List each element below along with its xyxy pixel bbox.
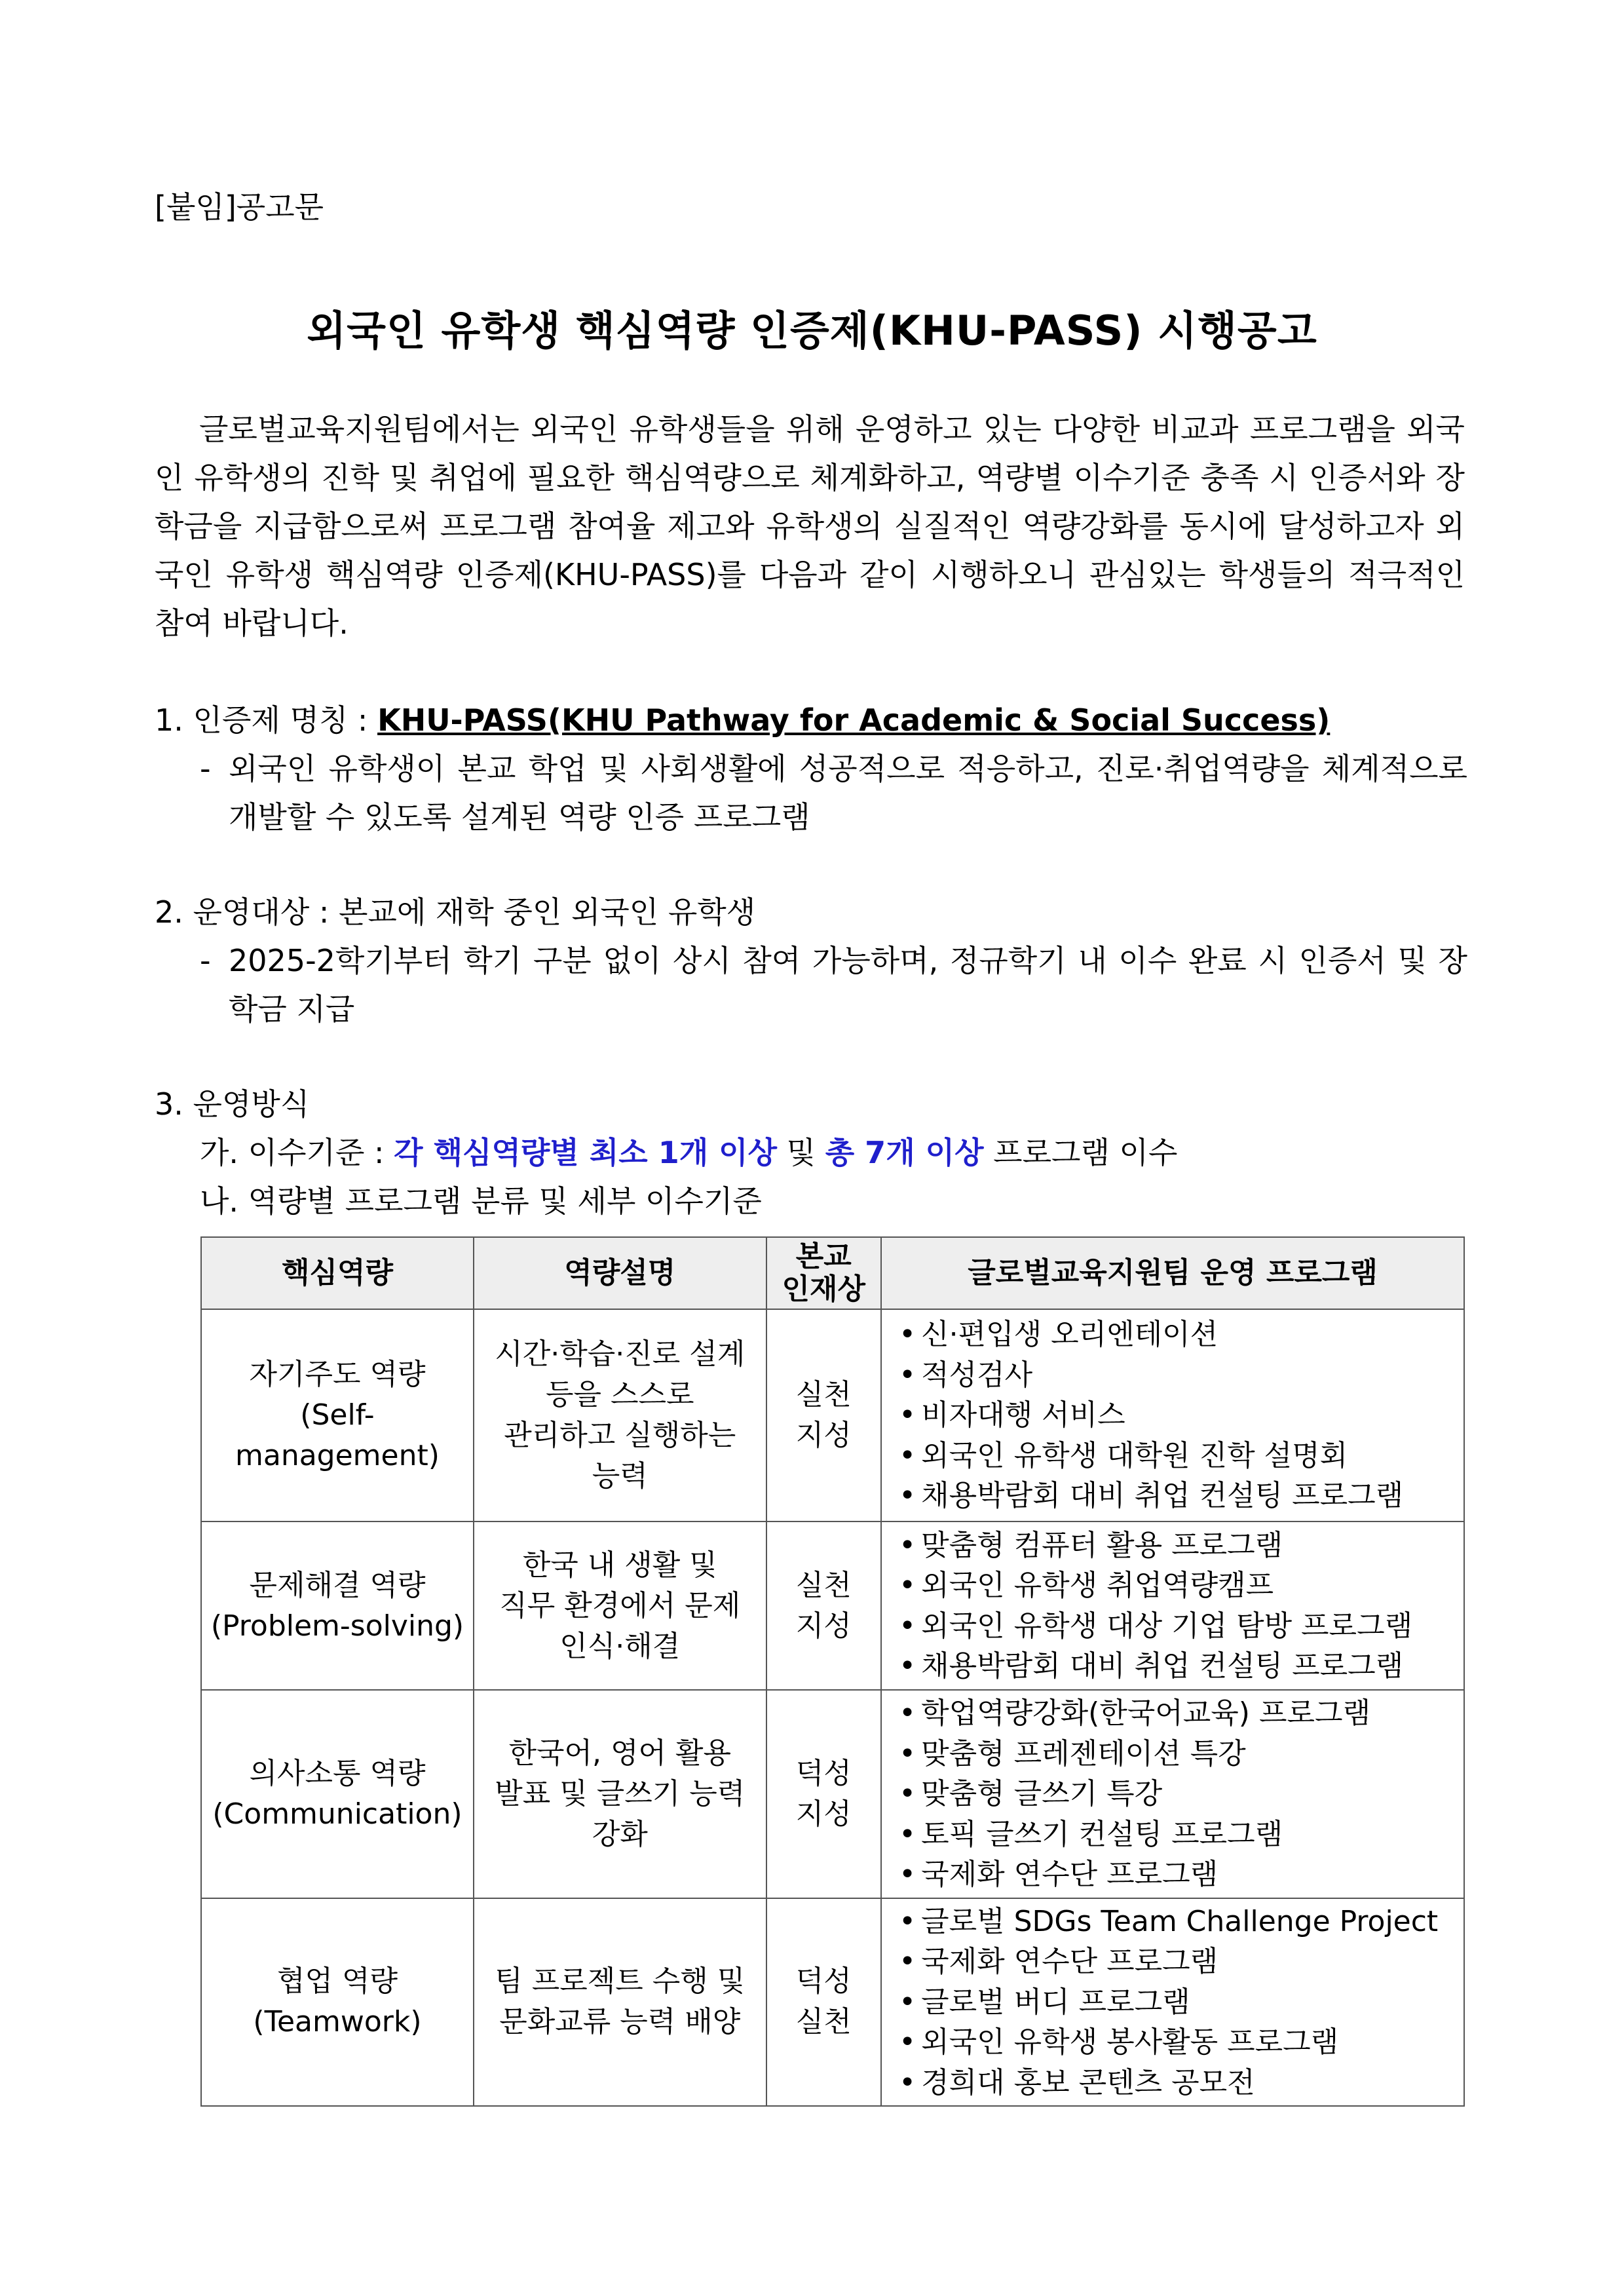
criteria-total: 총 7개 이상	[825, 1135, 984, 1170]
programs-cell	[881, 1309, 1464, 1521]
table-row	[201, 1521, 1464, 1690]
competency-cell	[201, 1690, 474, 1898]
table-row	[201, 1309, 1464, 1521]
criteria-suffix: 프로그램 이수	[983, 1135, 1178, 1170]
list-item: • 적성검사	[896, 1355, 1457, 1396]
criteria-prefix: 가. 이수기준 :	[200, 1135, 394, 1170]
list-item: • 국제화 연수단 프로그램	[896, 1942, 1457, 1982]
description-cell	[474, 1690, 766, 1898]
dash-marker: -	[200, 751, 211, 786]
program-name: KHU-PASS(KHU Pathway for Academic & Social Success)	[377, 702, 1331, 738]
list-item: • 맞춤형 글쓰기 특강	[896, 1774, 1457, 1814]
programs-cell	[881, 1521, 1464, 1690]
header-competency: 핵심역량	[201, 1237, 474, 1309]
header-talent	[766, 1237, 882, 1309]
competency-name-ko: 문제해결 역량	[249, 1568, 426, 1602]
document-title: 외국인 유학생 핵심역량 인증제(KHU-PASS) 시행공고	[307, 307, 1317, 354]
list-item: • 맞춤형 컴퓨터 활용 프로그램	[896, 1525, 1457, 1566]
talent-cell	[766, 1690, 882, 1898]
section-2-description	[200, 936, 1467, 1033]
list-item: • 외국인 유학생 봉사활동 프로그램	[896, 2022, 1457, 2063]
list-item: • 비자대행 서비스	[896, 1395, 1457, 1436]
description-line: 발표 및 글쓰기 능력	[495, 1776, 746, 1810]
program-list	[896, 1693, 1457, 1895]
program-list	[896, 1525, 1457, 1687]
talent-cell	[766, 1309, 882, 1521]
list-item: • 맞춤형 프레젠테이션 특강	[896, 1734, 1457, 1774]
section-1-label: 1. 인증제 명칭 :	[155, 702, 378, 738]
competency-cell	[201, 1521, 474, 1690]
list-item: • 글로벌 SDGs Team Challenge Project	[896, 1902, 1457, 1942]
description-line: 한국어, 영어 활용	[508, 1736, 731, 1770]
competency-name-en: (Teamwork)	[253, 2005, 422, 2039]
talent-line: 덕성	[795, 1964, 852, 1999]
intro-paragraph: 글로벌교육지원팀에서는 외국인 유학생들을 위해 운영하고 있는 다양한 비교과 프로그램을 외국인 유학생의 진학 및 취업에 필요한 핵심역량으로 체계화하고, 역량별 이수기준 충족 시 인증서와 장학금을 지급함으로써 프로그램 참여율 제고와 유학생의 실질적인 역량강화를 동시에 달성하고자 외국인 유학생 핵심역량 인증제(KHU-PASS)를 다음과 같이 시행하오니 관심있는 학생들의 적극적인 참여 바랍니다.	[155, 411, 1465, 641]
list-item: • 외국인 유학생 대상 기업 탐방 프로그램	[896, 1606, 1457, 1647]
list-item: • 토픽 글쓰기 컨설팅 프로그램	[896, 1814, 1457, 1855]
description-line: 시간·학습·진로 설계	[495, 1337, 746, 1371]
list-item: • 글로벌 버디 프로그램	[896, 1982, 1457, 2023]
talent-line: 실천	[795, 1378, 852, 1411]
talent-line: 실천	[795, 1568, 852, 1602]
list-item: • 국제화 연수단 프로그램	[896, 1854, 1457, 1895]
criteria-line	[200, 1128, 1177, 1177]
section-1-heading	[155, 696, 1330, 744]
description-line: 등을 스스로	[545, 1378, 694, 1411]
talent-line: 지성	[795, 1419, 852, 1452]
dash-marker: -	[200, 943, 211, 978]
section-1-description	[200, 744, 1467, 841]
competency-name-en: (Problem-solving)	[210, 1609, 464, 1643]
table-row	[201, 1690, 1464, 1898]
list-item: • 외국인 유학생 대학원 진학 설명회	[896, 1436, 1457, 1476]
list-item: • 신·편입생 오리엔테이션	[896, 1314, 1457, 1355]
description-line: 능력	[592, 1459, 648, 1493]
competency-name-en: (Self-management)	[235, 1398, 440, 1472]
competency-name-ko: 의사소통 역량	[249, 1756, 426, 1790]
list-item: • 채용박람회 대비 취업 컨설팅 프로그램	[896, 1646, 1457, 1687]
description-line: 직무 환경에서 문제	[499, 1588, 741, 1622]
competency-cell	[201, 1898, 474, 2107]
attachment-label: [붙임]공고문	[155, 189, 324, 225]
criteria-mid: 및	[777, 1135, 825, 1170]
list-item: • 채용박람회 대비 취업 컨설팅 프로그램	[896, 1476, 1457, 1516]
talent-line: 지성	[795, 1609, 852, 1643]
section-2-heading: 2. 운영대상 : 본교에 재학 중인 외국인 유학생	[155, 894, 756, 930]
table-row	[201, 1898, 1464, 2107]
header-programs: 글로벌교육지원팀 운영 프로그램	[881, 1237, 1464, 1309]
talent-cell	[766, 1521, 882, 1690]
description-line: 한국 내 생활 및	[522, 1548, 717, 1582]
competency-name-en: (Communication)	[212, 1797, 463, 1831]
section-3-heading: 3. 운영방식	[155, 1086, 310, 1122]
table-header-row	[201, 1237, 1464, 1309]
description-line: 팀 프로젝트 수행 및	[495, 1964, 746, 1999]
description-line: 인식·해결	[559, 1629, 681, 1663]
criteria-min-per-competency: 각 핵심역량별 최소 1개 이상	[394, 1135, 778, 1170]
competency-cell	[201, 1309, 474, 1521]
competency-name-ko: 협업 역량	[276, 1964, 398, 1999]
description-line: 관리하고 실행하는	[504, 1419, 736, 1452]
header-talent-line2: 인재상	[782, 1272, 866, 1306]
programs-cell	[881, 1690, 1464, 1898]
section-1-description-text: 외국인 유학생이 본교 학업 및 사회생활에 성공적으로 적응하고, 진로·취업역량을 체계적으로 개발할 수 있도록 설계된 역량 인증 프로그램	[229, 751, 1467, 835]
talent-line: 지성	[795, 1797, 852, 1831]
description-cell	[474, 1309, 766, 1521]
description-cell	[474, 1898, 766, 2107]
talent-cell	[766, 1898, 882, 2107]
classification-line: 나. 역량별 프로그램 분류 및 세부 이수기준	[200, 1183, 762, 1219]
header-description: 역량설명	[474, 1237, 766, 1309]
program-list	[896, 1314, 1457, 1516]
list-item: • 학업역량강화(한국어교육) 프로그램	[896, 1693, 1457, 1734]
description-line: 문화교류 능력 배양	[499, 2005, 741, 2039]
list-item: • 경희대 홍보 콘텐츠 공모전	[896, 2063, 1457, 2103]
section-2-description-text: 2025-2학기부터 학기 구분 없이 상시 참여 가능하며, 정규학기 내 이수 완료 시 인증서 및 장학금 지급	[229, 943, 1467, 1027]
talent-line: 덕성	[795, 1756, 852, 1790]
description-line: 강화	[592, 1817, 648, 1851]
description-cell	[474, 1521, 766, 1690]
program-list	[896, 1902, 1457, 2103]
list-item: • 외국인 유학생 취업역량캠프	[896, 1565, 1457, 1606]
competency-name-ko: 자기주도 역량	[249, 1358, 426, 1391]
programs-cell	[881, 1898, 1464, 2107]
competency-table	[200, 1236, 1465, 2107]
talent-line: 실천	[795, 2005, 852, 2039]
header-talent-line1: 본교	[795, 1240, 852, 1273]
